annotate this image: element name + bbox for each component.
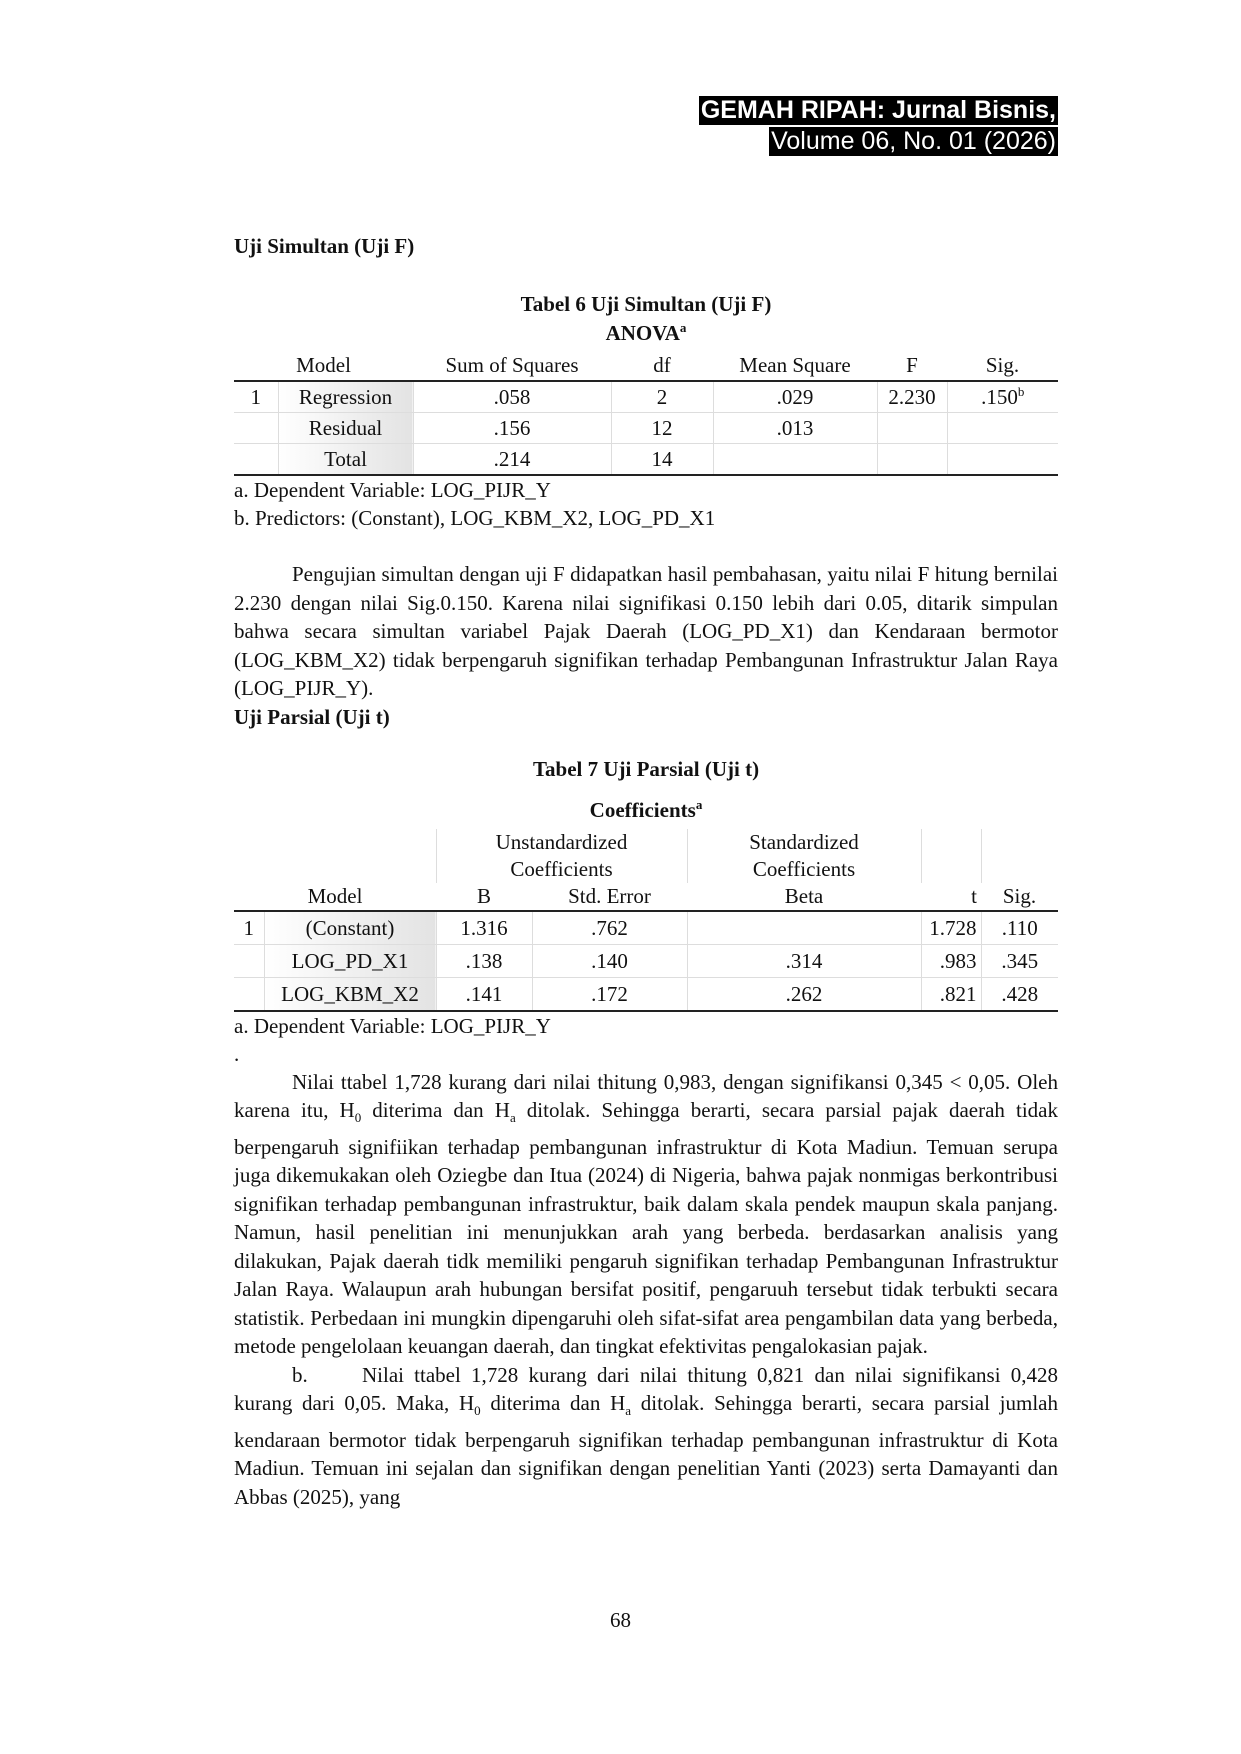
cell-ms: .029 [713,381,877,413]
col-mean-square: Mean Square [713,350,877,381]
section-heading-uji-simultan: Uji Simultan (Uji F) [234,234,415,258]
table-row [234,444,1058,476]
row-label: (Constant) [264,911,436,945]
cell-ss: .214 [413,444,611,476]
cell-ms [713,444,877,476]
row-label: LOG_PD_X1 [264,944,436,977]
col-b: B [436,883,532,911]
cell-t: 1.728 [921,911,981,945]
cell-f [877,444,947,476]
cell-ss: .058 [413,381,611,413]
cell-sig [947,413,1058,444]
page-content [234,232,1058,1511]
journal-header [699,96,1058,156]
col-f: F [877,350,947,381]
cell-ss: .156 [413,413,611,444]
table6-note-a: a. Dependent Variable: LOG_PIJR_Y [234,478,551,502]
cell-b: .138 [436,944,532,977]
cell-se: .140 [532,944,687,977]
cell-df: 2 [611,381,713,413]
paragraph-uji-t-b: b. Nilai ttabel 1,728 kurang dari nilai thitung 0,821 dan nilai signifikansi 0,428 kurang dari 0,05. Maka, $H_0$ diterima dan $H_a$ ditolak. Sehingga berarti, secara parsial jumlah kendaraan bermotor tidak berpengaruh signifikan terhadap pembangunan infrastruktur di Kota Madiun. Temuan ini sejalan dan signifikan dengan penelitian Yanti (2023) serta Damayanti dan Abbas (2025), yang [234,1362,1058,1509]
cell-df: 14 [611,444,713,476]
cell-se: .172 [532,977,687,1011]
cell-b: 1.316 [436,911,532,945]
coefficients-title: Coefficients$^a$ [589,796,703,822]
cell-beta [687,911,921,945]
cell-t: .983 [921,944,981,977]
table6-title: Tabel 6 Uji Simultan (Uji F) [520,292,772,316]
col-std-error: Std. Error [532,883,687,911]
cell-b: .141 [436,977,532,1011]
table-row [234,944,1058,977]
row-label: Residual [278,413,413,444]
anova-title: ANOVA$^a$ [605,320,687,345]
cell-f: 2.230 [877,381,947,413]
group-unstandardized: Unstandardized Coefficients [436,829,687,883]
cell-t: .821 [921,977,981,1011]
coef-header-row [234,883,1058,911]
cell-f [877,413,947,444]
table-row [234,413,1058,444]
table-row [234,381,1058,413]
model-number: 1 [250,385,261,409]
row-label: Regression [278,381,413,413]
table-row [234,911,1058,945]
cell-beta: .314 [687,944,921,977]
cell-sig: .150$^b$ [947,381,1058,413]
stray-dot: . [234,1041,240,1066]
list-label: b. [292,1362,308,1387]
table7-note-a: a. Dependent Variable: LOG_PIJR_Y [234,1013,551,1038]
cell-beta: .262 [687,977,921,1011]
cell-se: .762 [532,911,687,945]
col-model: Model [234,350,413,381]
row-label: Total [278,444,413,476]
paragraph-uji-f: Pengujian simultan dengan uji F didapatkan hasil pembahasan, yaitu nilai F hitung bernilai 2.230 dengan nilai Sig.0.150. Karena nilai signifikasi 0.150 lebih dari 0.05, ditarik simpulan bahwa secara simultan variabel Pajak Daerah (LOG_PD_X1) dan Kendaraan bermotor (LOG_KBM_X2) tidak berpengaruh signifikan terhadap Pembangunan Infrastruktur Jalan Raya (LOG_PIJR_Y). [234,562,1058,700]
cell-sig [947,444,1058,476]
journal-volume: Volume 06, No. 01 (2026) [771,127,1056,155]
col-model: Model [234,883,436,911]
col-sig: Sig. [947,350,1058,381]
group-standardized: Standardized Coefficients [687,829,921,883]
col-beta: Beta [687,883,921,911]
cell-sig: .428 [981,977,1058,1011]
col-df: df [611,350,713,381]
anova-header-row [234,350,1058,381]
paragraph-uji-t-a: Nilai ttabel 1,728 kurang dari nilai thitung 0,983, dengan signifikansi 0,345 < 0,05. Oleh karena itu, $H_0$ diterima dan $H_a$ ditolak. Sehingga berarti, secara parsial pajak daerah tidak berpengaruh signifiikan terhadap pembangunan infrastruktur di Kota Madiun. Temuan serupa juga dikemukakan oleh Oziegbe dan Itua (2024) di Nigeria, bahwa pajak nonmigas berkontribusi signifikan terhadap pembangunan infrastruktur, baik dalam skala pendek maupun skala panjang. Namun, hasil penelitian ini menunjukkan arah yang berbeda. berdasarkan analisis yang dilakukan, Pajak daerah tidk memiliki pengaruh signifikan terhadap Pembangunan Infrastruktur Jalan Raya. Walaupun arah hubungan bersifat positif, pengaruuh tersebut tidak terbukti secara statistik. Perbedaan ini mungkin dipengaruhi oleh sifat-sifat area pengambilan data yang berbeda, metode pengelolaan keuangan daerah, dan tingkat efektivitas pengalokasian pajak. [234,1069,1059,1359]
section-heading-uji-parsial: Uji Parsial (Uji t) [234,704,390,729]
col-sum-of-squares: Sum of Squares [413,350,611,381]
cell-df: 12 [611,413,713,444]
col-t: t [921,883,981,911]
cell-ms: .013 [713,413,877,444]
model-number: 1 [243,915,254,940]
journal-title: GEMAH RIPAH: Jurnal Bisnis, [700,96,1056,124]
page-number: 68 [610,1608,631,1632]
table-row [234,977,1058,1011]
anova-table [234,350,1058,476]
cell-sig: .345 [981,944,1058,977]
table6-note-b: b. Predictors: (Constant), LOG_KBM_X2, LOG_PD_X1 [234,506,716,530]
coef-group-header [234,829,1058,883]
row-label: LOG_KBM_X2 [264,977,436,1011]
table7-title: Tabel 7 Uji Parsial (Uji t) [532,756,760,781]
col-sig: Sig. [981,883,1058,911]
cell-sig: .110 [981,911,1058,945]
coefficients-table [234,829,1058,1012]
